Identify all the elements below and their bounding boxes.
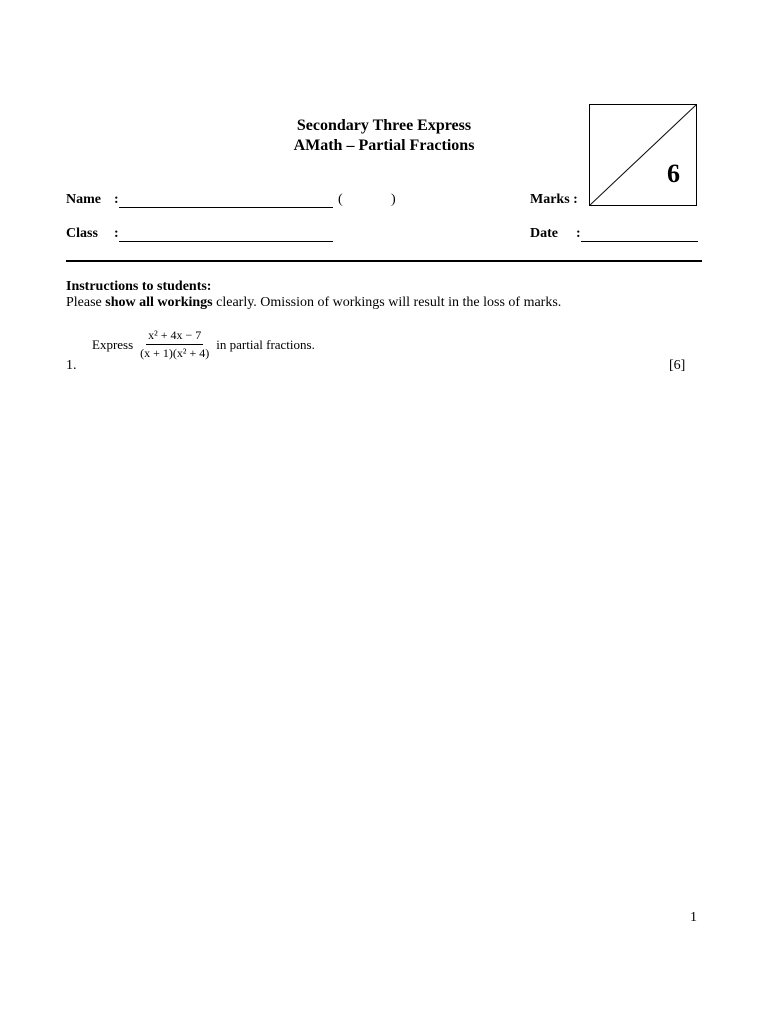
question-tail: in partial fractions.	[216, 336, 315, 352]
header-divider	[66, 260, 702, 262]
instructions-suffix: clearly. Omission of workings will result in the loss of marks.	[212, 295, 562, 310]
instructions-text	[66, 295, 561, 311]
name-label: Name	[66, 192, 101, 207]
marks-total: 6	[667, 159, 680, 188]
instructions-prefix: Please	[66, 295, 106, 310]
date-field[interactable]	[581, 227, 698, 242]
marks-box-diagonal	[590, 105, 696, 205]
page-number: 1	[690, 910, 697, 925]
date-separator: :	[576, 226, 581, 241]
marks-label: Marks :	[530, 192, 578, 207]
fraction-numerator: x² + 4x − 7	[146, 328, 203, 345]
name-separator: :	[114, 192, 119, 207]
question-fraction	[140, 328, 209, 361]
instructions-bold: show all workings	[105, 295, 213, 310]
paper-title: Secondary Three Express	[296, 117, 472, 134]
class-field[interactable]	[119, 227, 333, 242]
question-1-text	[92, 328, 315, 361]
date-label: Date	[530, 226, 558, 241]
class-separator: :	[114, 226, 119, 241]
marks-box	[589, 104, 697, 206]
question-number: 1.	[66, 358, 77, 373]
instructions-heading: Instructions to students:	[66, 279, 212, 294]
fraction-denominator: (x + 1)(x² + 4)	[140, 346, 210, 360]
class-label: Class	[66, 226, 98, 241]
name-field[interactable]	[119, 193, 333, 208]
register-open: (	[338, 192, 343, 207]
question-lead: Express	[92, 336, 134, 352]
paper-subtitle: AMath – Partial Fractions	[293, 137, 475, 154]
question-marks: [6]	[669, 358, 686, 373]
register-close: )	[391, 192, 396, 207]
